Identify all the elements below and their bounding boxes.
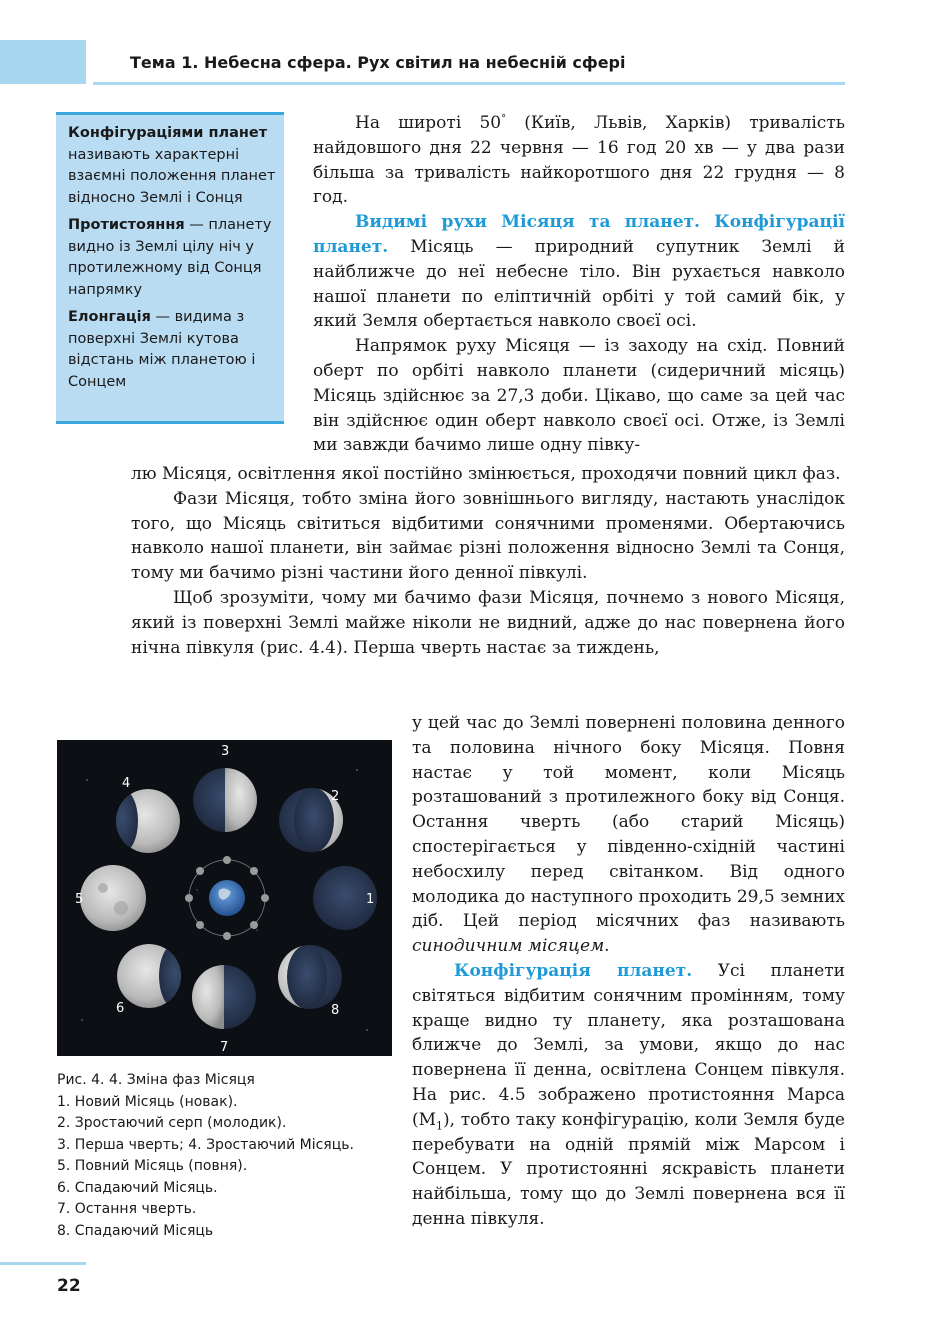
text-run: Фази Місяця, тобто зміна його зовнішнього вигляду, настають унаслідок того, що Місяць світиться відбитими сонячними променями. Обертаючись навколо нашої планети, він займає різні положення відносно Землі та Сонця, тому ми бачимо різні частини його денної півкулі. [131,488,845,584]
phase-label-5: 5 [75,892,84,907]
definition-text: називають характерні взаємні положення планет відносно Землі і Сонця [68,146,276,206]
phase-label-3: 3 [221,744,230,759]
paragraph-continued [131,462,845,487]
caption-line: 3. Перша чверть; 4. Зростаючий Місяць. [57,1136,354,1153]
text-column-upper [313,111,845,458]
definition-configurations [68,123,276,209]
paragraph-latitude [313,111,845,210]
paragraph-planet-configuration [412,959,845,1232]
caption-line: 2. Зростаючий серп (молодик). [57,1115,287,1131]
caption-line: 8. Спадаючий Місяць [57,1222,214,1239]
definitions-sidebar [56,112,284,424]
moon-phases-diagram [57,740,392,1056]
phase-label-2: 2 [331,789,340,804]
text-run: На широті 50 [355,113,502,133]
definition-text: — планету видно із Землі цілу ніч у протилежному від Сонця напрямку [68,217,272,298]
first-quarter-moon [193,768,257,832]
definition-elongation [68,307,276,393]
caption-line: 7. Остання чверть. [57,1201,197,1217]
paragraph-phases [131,487,845,586]
definition-term: Елонгація [68,309,151,325]
waxing-gibbous-moon [106,789,180,853]
paragraph-visible-motions [313,210,845,334]
definition-term: Протистояння [68,217,185,233]
subscript: 1 [436,1119,444,1133]
caption-line: 6. Спадаючий Місяць. [57,1179,218,1196]
paragraph-why-phases [131,586,845,660]
phase-label-7: 7 [220,1040,229,1055]
section-heading: Конфігурація планет. [454,960,693,981]
section-heading: Видимі рухи Місяця та планет. Конфігурації планет. [313,212,845,257]
waning-crescent-moon [274,945,342,1009]
text-run: Усі планети світяться відбитим сонячним промінням, тому краще видно ту планету, яка розташована ближче до Землі, за умови, якщо до нас повернена її денна, освітлена Сонцем півкуля. На рис. 4.5 зображено протистояння Марса (M [412,960,845,1130]
text-column-right [412,711,845,1232]
phase-label-8: 8 [331,1003,340,1018]
moon-phases-figure [57,740,392,1056]
earth-orbit-inset [185,856,269,940]
header-rule [93,82,845,85]
text-run: Щоб зрозуміти, чому ми бачимо фази Місяця, почнемо з нового Місяця, який із поверхні Землі майже ніколи не видний, адже до нас повернена його нічна півкуля (рис. 4.4). Перша чверть настає за тиждень, [131,587,845,658]
degree-sign: ° [501,113,507,125]
text-run: у цей час до Землі повернені половина денного та половина нічного боку Місяця. Повня настає у той момент, коли Місяць розташований з протилежного боку від Сонця. Остання чверть (або старий Місяць) спостерігається у південно-східній частині небосхилу перед світанком. Від одного молодика до наступного проходить 29,5 земних діб. Цей період місячних фаз називають [412,713,845,932]
caption-line: 5. Повний Місяць (повня). [57,1158,248,1174]
page-header-title: Тема 1. Небесна сфера. Рух світил на небесній сфері [130,53,626,72]
caption-title: Рис. 4. 4. Зміна фаз Місяця [57,1072,255,1088]
text-run: ), тобто таку конфігурацію, коли Земля буде перебувати на одній прямій між Марсом і Сонцем. У протистоянні яскравість планети найбільша, тому що до Землі повернена вся її денна півкуля. [412,1109,845,1229]
caption-line: 1. Новий Місяць (новак). [57,1093,238,1110]
page-number: 22 [57,1276,81,1296]
phase-label-4: 4 [122,776,131,791]
waning-gibbous-moon [117,944,191,1008]
figure-caption [57,1070,397,1242]
term-synodic-month: синодичним місяцем [412,936,605,957]
text-run: лю Місяця, освітлення якої постійно змінюється, проходячи повний цикл фаз. [131,464,841,484]
full-moon [80,865,146,931]
footer-rule [0,1262,86,1265]
definition-opposition [68,215,276,301]
text-run: Місяць — природний супутник Землі й найближче до неї небесне тіло. Він рухається навколо нашої планети по еліптичній орбіті у той самий бік, у який Земля обертається навколо своєї осі. [313,236,845,332]
definition-term: Конфігураціями планет [68,125,268,141]
phase-label-6: 6 [116,1001,125,1016]
text-run: . [604,936,610,957]
text-column-full [131,462,845,660]
phase-label-1: 1 [366,892,375,907]
paragraph-moon-direction [313,334,845,458]
definition-text: — видима з поверхні Землі кутова відстань між планетою і Сонцем [68,309,256,390]
paragraph-quarters [412,711,845,959]
header-tab [0,40,86,84]
text-run: (Київ, Львів, Харків) тривалість найдовшого дня 22 червня — 16 год 20 хв — у два рази більша за тривалість найкоротшого дня 22 грудня — 8 год. [313,113,845,208]
last-quarter-moon [192,965,256,1029]
text-run: Напрямок руху Місяця — із заходу на схід. Повний оберт по орбіті навколо планети (сидеричний місяць) Місяць здійснює за 27,3 доби. Цікаво, що саме за цей час він здійснює один оберт навколо своєї осі. Отже, із Землі ми завжди бачимо лише одну півку- [313,336,845,456]
